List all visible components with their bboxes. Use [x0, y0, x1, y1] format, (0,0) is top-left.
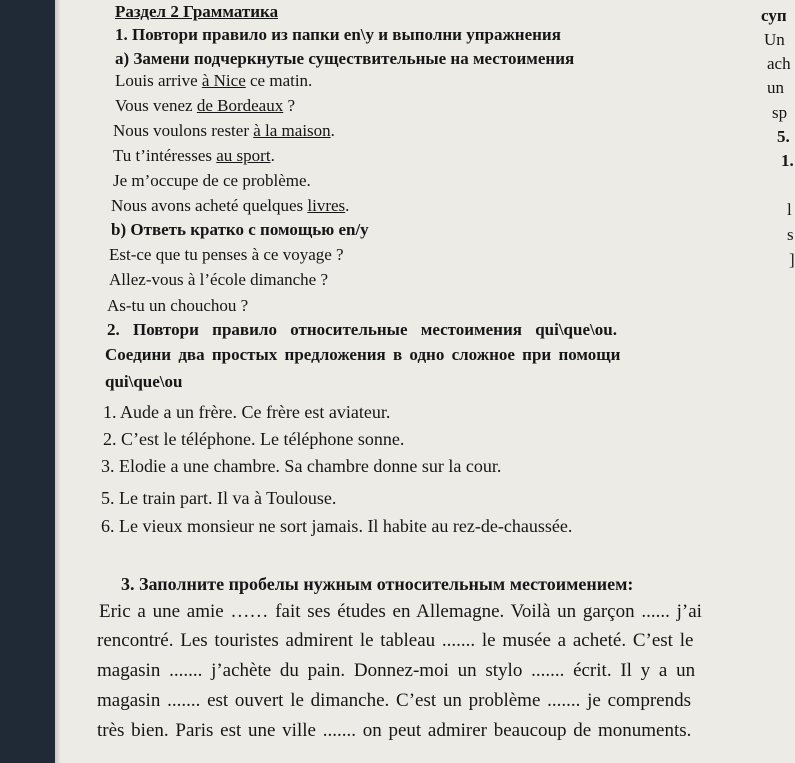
task3-title: 3. Заполните пробелы нужным относительным местоимением: [121, 574, 634, 594]
adjacent-page-fragment: l [787, 200, 792, 219]
task1-b-item: As-tu un chouchou ? [107, 296, 249, 315]
task2-item: 6. Le vieux monsieur ne sort jamais. Il habite au rez-de-chaussée. [101, 516, 573, 536]
task1-title: 1. Повтори правило из папки en\y и выполни упражнения [115, 25, 561, 44]
section-title: Раздел 2 Грамматика [115, 2, 279, 21]
task3-line: Eric a une amie …… fait ses études en Allemagne. Voilà un garçon ...... j’ai [99, 601, 702, 622]
task1-a-item: Je m’occupe de ce problème. [113, 171, 311, 190]
task2-item: 5. Le train part. Il va à Toulouse. [101, 488, 337, 508]
adjacent-page-fragment: 5. [777, 127, 790, 146]
task1-a-item: Vous venez de Bordeaux ? [115, 96, 296, 115]
task1-a-item: Tu t’intéresses au sport. [113, 146, 275, 165]
task2-title-line2: Соедини два простых предложения в одно сложное при помощи [105, 345, 621, 364]
task1-a-title: а) Замени подчеркнутые существительные на местоимения [115, 49, 575, 68]
adjacent-page-fragment: ] [789, 250, 795, 269]
document-page [55, 0, 795, 763]
task3-line: rencontré. Les touristes admirent le tableau ....... le musée a acheté. C’est le [97, 630, 694, 651]
task1-a-item: Louis arrive à Nice ce matin. [115, 71, 313, 90]
adjacent-page-fragment: sp [772, 103, 788, 122]
task2-item: 1. Aude a un frère. Ce frère est aviateur. [103, 402, 391, 422]
task3-line: magasin ....... j’achète du pain. Donnez-moi un stylo ....... écrit. Il y a un [97, 660, 696, 681]
task1-b-item: Est-ce que tu penses à ce voyage ? [109, 245, 344, 264]
adjacent-page-fragment: суп [761, 6, 787, 25]
task2-item: 3. Elodie a une chambre. Sa chambre donne sur la cour. [101, 456, 502, 476]
adjacent-page-fragment: un [767, 78, 784, 97]
adjacent-page-fragment: Un [764, 30, 785, 49]
task3-line: très bien. Paris est une ville ....... on peut admirer beaucoup de monuments. [97, 720, 692, 741]
task1-b-item: Allez-vous à l’école dimanche ? [109, 270, 329, 289]
task2-title-line1: 2. Повтори правило относительные местоимения qui\que\ou. [107, 320, 617, 339]
task1-a-item: Nous voulons rester à la maison. [113, 121, 335, 140]
task1-b-title: b) Ответь кратко с помощью en/y [111, 220, 369, 239]
task1-a-item: Nous avons acheté quelques livres. [111, 196, 350, 215]
task2-item: 2. C’est le téléphone. Le téléphone sonne. [103, 429, 405, 449]
task3-line: magasin ....... est ouvert le dimanche. C’est un problème ....... je comprends [97, 690, 691, 711]
adjacent-page-fragment: ach [767, 54, 791, 73]
page-edge-shadow [55, 0, 61, 763]
adjacent-page-fragment: 1. [781, 151, 794, 170]
task2-title-line3: qui\que\ou [105, 372, 183, 391]
adjacent-page-fragment: s [787, 225, 794, 244]
